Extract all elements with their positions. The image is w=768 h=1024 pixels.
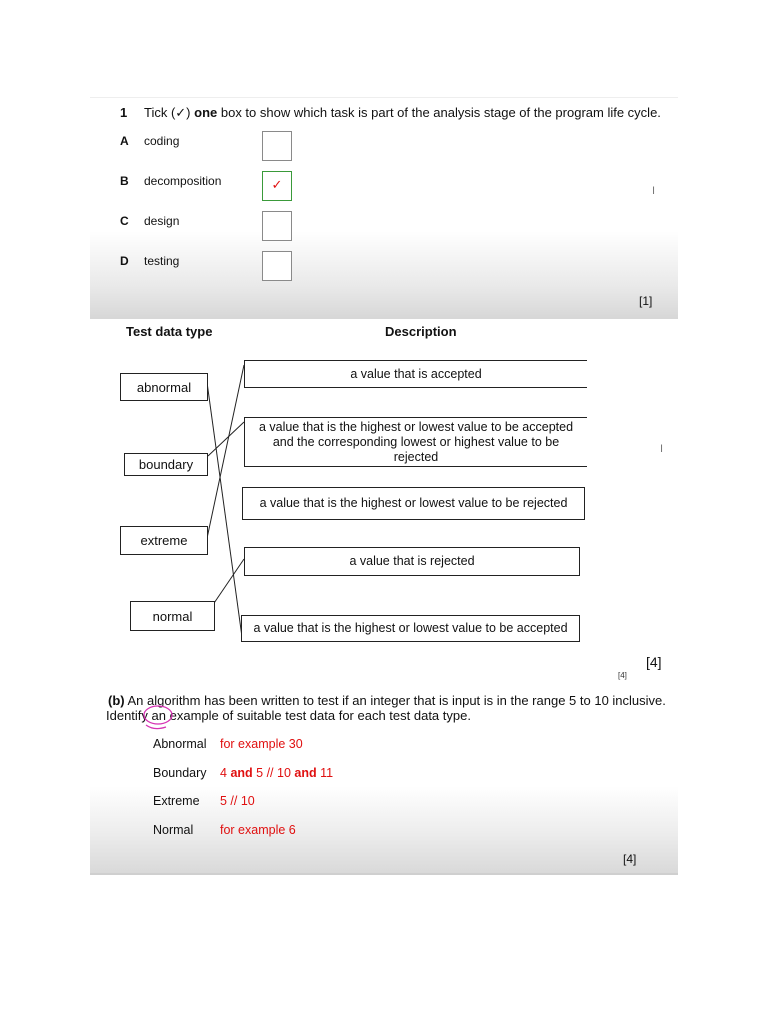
description-box-highest-lowest-rejected: a value that is the highest or lowest value to be rejected xyxy=(242,487,585,520)
answer-text: for example 6 xyxy=(220,823,296,837)
test-data-type-label: Normal xyxy=(153,823,194,837)
matching-panel xyxy=(90,319,678,681)
line-abnormal xyxy=(206,375,242,637)
checkbox-testing[interactable] xyxy=(262,251,292,281)
test-data-type-label: Extreme xyxy=(153,794,200,808)
test-data-type-header: Test data type xyxy=(126,324,213,339)
option-letter: B xyxy=(120,174,129,188)
question-b-line-1: (b) An algorithm has been written to test if an integer that is input is in the range 5 to 10 inclusive. xyxy=(108,693,666,708)
marks-label: [4] xyxy=(623,852,637,866)
test-data-type-label: Boundary xyxy=(153,766,207,780)
type-box-abnormal: abnormal xyxy=(120,373,208,401)
question-number: 1 xyxy=(120,105,128,120)
description-box-accepted: a value that is accepted xyxy=(244,360,587,388)
checkbox-decomposition[interactable] xyxy=(262,171,292,201)
option-letter: C xyxy=(120,214,129,228)
faint-marks-label: [4] xyxy=(618,671,627,680)
option-letter: D xyxy=(120,254,129,268)
checkbox-coding[interactable] xyxy=(262,131,292,161)
marks-label: [1] xyxy=(639,294,653,308)
option-label: design xyxy=(144,214,180,228)
pen-annotation xyxy=(140,701,200,741)
text-cursor-icon: I xyxy=(652,185,656,197)
question-b-panel xyxy=(90,681,678,875)
marks-label: [4] xyxy=(646,654,662,670)
answer-text: 5 // 10 xyxy=(220,794,255,808)
check-mark-icon: ✓ xyxy=(271,177,283,192)
text-cursor-icon: I xyxy=(660,443,664,455)
description-header: Description xyxy=(385,324,457,339)
option-letter: A xyxy=(120,134,129,148)
answer-text: 4 and 5 // 10 and 11 xyxy=(220,766,334,780)
type-box-normal: normal xyxy=(130,601,215,631)
description-box-rejected: a value that is rejected xyxy=(244,547,580,576)
type-box-extreme: extreme xyxy=(120,526,208,555)
circled-word: an xyxy=(151,708,166,723)
option-label: coding xyxy=(144,134,180,148)
question-1-panel xyxy=(90,97,678,320)
option-label: decomposition xyxy=(144,174,222,188)
description-box-boundary: a value that is the highest or lowest value to be accepted and the corresponding lowest or highest value to be rejected xyxy=(244,417,587,467)
checkbox-design[interactable] xyxy=(262,211,292,241)
question-text: Tick (✓) one box to show which task is part of the analysis stage of the program life cycle. xyxy=(144,105,661,120)
test-data-type-label: Abnormal xyxy=(153,737,207,751)
type-box-boundary: boundary xyxy=(124,453,208,476)
question-b-line-2: Identify an example of suitable test data for each test data type. xyxy=(106,708,471,723)
option-label: testing xyxy=(144,254,180,268)
answer-text: for example 30 xyxy=(220,737,303,751)
description-box-highest-lowest-accepted: a value that is the highest or lowest value to be accepted xyxy=(241,615,580,642)
